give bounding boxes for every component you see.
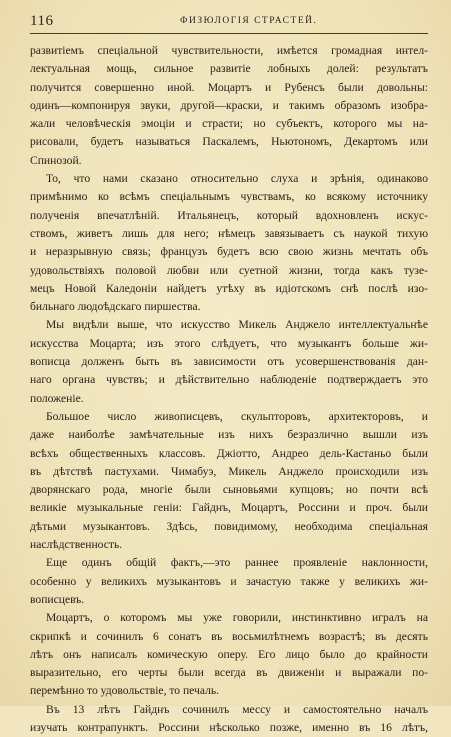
text-line: вописцевъ. [30,592,85,606]
text-line: одинъ—компонируя звуки, другой—краски, и такимъ образомъ изобра- [30,98,428,112]
text-line: Мы видѣли выше, что искусство Микель Анджело интеллектуальнѣе [46,318,428,332]
text-line: положеніе. [30,391,84,405]
text-line: скрипкѣ и сочинилъ 6 сонатъ въ восьмилѣтнемъ возрастѣ; въ десять [30,629,428,643]
text-line: наслѣдственность. [30,538,123,552]
header-rule [30,33,428,34]
text-line: жали человѣческія эмоціи и страсти; но субъектъ, которого мы на- [30,117,428,131]
page-number: 116 [30,13,54,29]
text-line: наго органа чувствъ; и дѣйствительно наблюденіе подтверждаетъ это [30,373,428,387]
text-line: примѣнимо ко всѣмъ спеціальнымъ чувствамъ, ко всякому источнику [30,190,428,204]
text-line: развитіемъ спеціальной чувствительности, имѣется громадная интел- [30,44,428,57]
text-line: Большое число живописцевъ, скульпторовъ, архитекторовъ, и [46,409,428,423]
text-line: и неразрывную связь; французъ будетъ всю свою жизнь мечтать объ [30,245,428,259]
text-line: выразительно, его черты были всегда въ движеніи и выражали по- [30,666,428,680]
text-line: удовольствіяхъ половой любви или суетной жизни, тогда какъ тузе- [30,263,428,277]
text-line: изучать контрапунктъ. Россини нѣсколько позже, именно въ 16 лѣтъ, [30,720,428,734]
text-line: То, что нами сказано относительно слуха и зрѣнія, одинаково [46,172,428,186]
text-line: великіе музыкальные геніи: Гайднъ, Моцартъ, Россини и проч. были [30,501,428,515]
text-line: вописца долженъ быть въ зависимости отъ усовершенствованія дан- [30,355,428,369]
text-line: Въ 13 лѣтъ Гайднъ сочинилъ мессу и самостоятельно началъ [46,702,428,716]
text-line: мецъ Новой Каледоніи найдетъ утѣху въ идіотскомъ снѣ послѣ изо- [30,281,428,295]
text-line: Моцартъ, о которомъ мы уже говорили, инстинктивно игралъ на [46,611,428,625]
text-line: полученія впечатлѣній. Итальянецъ, который вдохновленъ искус- [30,208,428,222]
text-line: Спинозой. [30,153,82,167]
text-line: бильнаго людоѣдскаго пиршества. [30,300,201,314]
text-line: всѣхъ общественныхъ классовъ. Джіотто, Андрео дель-Кастаньо были [30,446,428,460]
text-line: дѣтьми музыкантовъ. Здѣсь, повидимому, необходима спеціальная [30,519,428,533]
text-line: ствомъ, живетъ лишь для него; нѣмецъ завязываетъ съ наукой тихую [30,226,428,240]
running-title: ФИЗЮЛОГІЯ СТРАСТЕЙ. [180,16,318,26]
text-line: въ дѣтствѣ пастухами. Чимабуэ, Микель Анджело происходили изъ [30,464,428,478]
body-text [30,42,428,737]
page-header [30,13,428,33]
text-line: Еще одинъ общій фактъ,—это раннее проявленіе наклонности, [46,556,428,570]
text-line: перемѣнно то удовольствіе, то печаль. [30,684,220,698]
text-line: особенно у великихъ музыкантовъ и зачастую также у великихъ жи- [30,574,428,588]
text-line: дворянскаго рода, многіе были сыновьями купцовъ; но почти всѣ [30,483,428,497]
text-line: получится совершенно иной. Моцартъ и Рубенсъ были довольны: [30,80,428,94]
text-line: лѣтъ онъ написалъ комическую оперу. Его лицо было до крайности [30,647,428,661]
text-line: искусства Моцарта; изъ этого слѣдуетъ, что музыкантъ больше жи- [30,336,428,350]
text-line: лектуальная мощь, сильное развитіе лобныхъ долей: результатъ [30,62,428,76]
text-line: даже наиболѣе замѣчательные изъ нихъ безразлично вышли изъ [30,428,428,442]
text-line: рисовали, будетъ называться Паскалемъ, Ньютономъ, Декартомъ или [30,135,428,149]
